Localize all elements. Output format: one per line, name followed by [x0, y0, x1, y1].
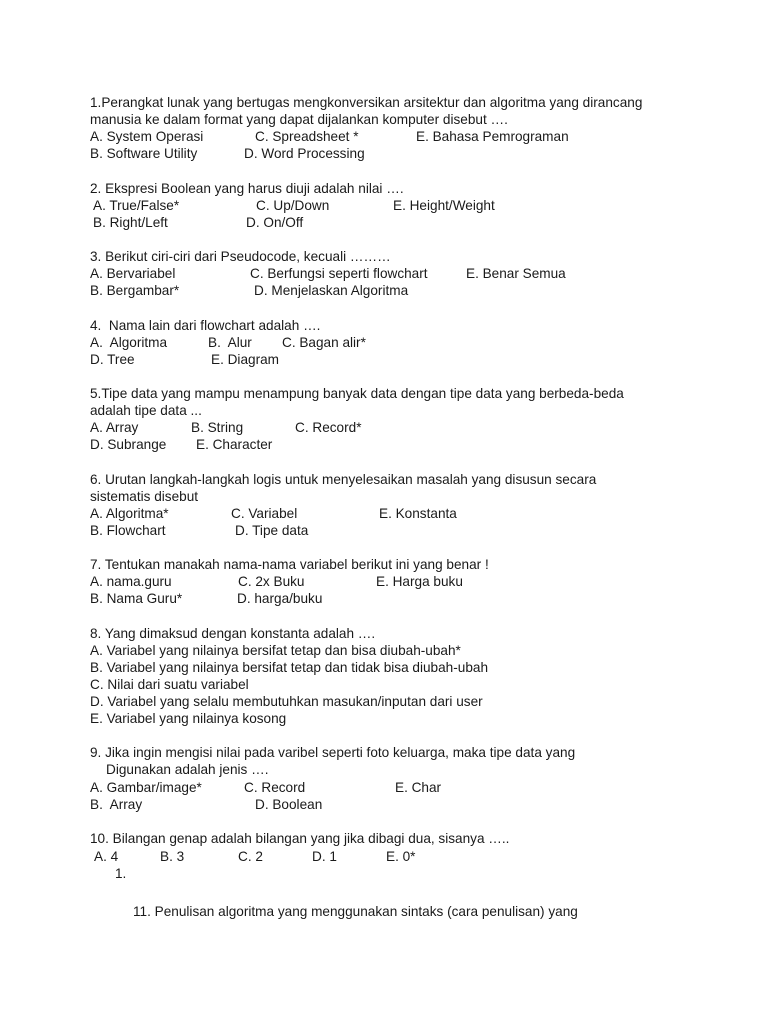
question-7-stem: 7. Tentukan manakah nama-nama variabel berikut ini yang benar ! — [90, 557, 489, 572]
question-1-stem-line-1: 1.Perangkat lunak yang bertugas mengkonversikan arsitektur dan algoritma yang dirancang — [90, 95, 643, 110]
question-5-option-d: D. Subrange — [90, 437, 167, 452]
question-4-option-c: C. Bagan alir* — [282, 335, 366, 350]
question-6-option-a: A. Algoritma* — [90, 506, 169, 521]
question-3-option-b: B. Bergambar* — [90, 283, 180, 298]
question-6-stem-line-1: 6. Urutan langkah-langkah logis untuk menyelesaikan masalah yang disusun secara — [90, 472, 597, 487]
question-9-option-e: E. Char — [395, 780, 442, 795]
question-8-stem: 8. Yang dimaksud dengan konstanta adalah …. — [90, 626, 376, 641]
question-7-option-c: C. 2x Buku — [238, 574, 305, 589]
question-2-stem: 2. Ekspresi Boolean yang harus diuji adalah nilai …. — [90, 181, 404, 196]
question-11-stem: 11. Penulisan algoritma yang menggunakan sintaks (cara penulisan) yang — [133, 904, 578, 919]
question-2-option-a: A. True/False* — [93, 198, 180, 213]
question-2-option-c: C. Up/Down — [256, 198, 330, 213]
question-3-option-d: D. Menjelaskan Algoritma — [254, 283, 409, 298]
question-7-option-e: E. Harga buku — [376, 574, 463, 589]
question-9-option-c: C. Record — [244, 780, 306, 795]
question-9-option-b: B. Array — [90, 797, 143, 812]
question-3-option-e: E. Benar Semua — [466, 266, 566, 281]
question-6-option-c: C. Variabel — [231, 506, 298, 521]
question-6-option-b: B. Flowchart — [90, 523, 166, 538]
question-5-stem-line-2: adalah tipe data ... — [90, 403, 202, 418]
question-9-stem-line-2: Digunakan adalah jenis …. — [106, 762, 269, 777]
question-8-option-c: C. Nilai dari suatu variabel — [90, 677, 249, 692]
question-8-option-d: D. Variabel yang selalu membutuhkan masukan/inputan dari user — [90, 694, 483, 709]
question-6-option-e: E. Konstanta — [379, 506, 457, 521]
question-2-option-b: B. Right/Left — [93, 215, 168, 230]
question-5-option-a: A. Array — [90, 420, 139, 435]
question-8-option-b: B. Variabel yang nilainya bersifat tetap dan tidak bisa diubah-ubah — [90, 660, 489, 675]
question-9-stem-line-1: 9. Jika ingin mengisi nilai pada varibel seperti foto keluarga, maka tipe data yang — [90, 745, 576, 760]
question-10-stem: 10. Bilangan genap adalah bilangan yang jika dibagi dua, sisanya ….. — [90, 831, 510, 846]
question-10-option-e: E. 0* — [386, 849, 416, 864]
question-10-option-d: D. 1 — [312, 849, 337, 864]
question-3-stem: 3. Berikut ciri-ciri dari Pseudocode, kecuali ……… — [90, 249, 391, 264]
question-4-option-a: A. Algoritma — [90, 335, 168, 350]
question-9-option-d: D. Boolean — [255, 797, 323, 812]
question-5-option-c: C. Record* — [295, 420, 362, 435]
question-1-option-a: A. System Operasi — [90, 129, 204, 144]
question-3-option-a: A. Bervariabel — [90, 266, 176, 281]
question-6-option-d: D. Tipe data — [235, 523, 309, 538]
question-4-option-d: D. Tree — [90, 352, 135, 367]
question-8-option-a: A. Variabel yang nilainya bersifat tetap dan bisa diubah-ubah* — [90, 643, 461, 658]
question-3-option-c: C. Berfungsi seperti flowchart — [250, 266, 428, 281]
question-7-option-a: A. nama.guru — [90, 574, 172, 589]
question-8-option-e: E. Variabel yang nilainya kosong — [90, 711, 287, 726]
question-7-option-d: D. harga/buku — [237, 591, 323, 606]
question-5-stem-line-1: 5.Tipe data yang mampu menampung banyak data dengan tipe data yang berbeda-beda — [90, 386, 624, 401]
question-5-option-b: B. String — [191, 420, 244, 435]
question-10-option-b: B. 3 — [160, 849, 185, 864]
question-10-option-c: C. 2 — [238, 849, 263, 864]
question-1-stem-line-2: manusia ke dalam format yang dapat dijalankan komputer disebut …. — [90, 112, 508, 127]
question-1-option-b: B. Software Utility — [90, 146, 198, 161]
question-4-option-e: E. Diagram — [211, 352, 279, 367]
question-10-option-a: A. 4 — [94, 849, 119, 864]
question-6-stem-line-2: sistematis disebut — [90, 489, 199, 504]
question-1-option-c: C. Spreadsheet * — [255, 129, 359, 144]
question-4-option-b: B. Alur — [208, 335, 252, 350]
list-marker: 1. — [115, 866, 127, 881]
question-9-option-a: A. Gambar/image* — [90, 780, 202, 795]
question-1-option-e: E. Bahasa Pemrograman — [416, 129, 569, 144]
question-5-option-e: E. Character — [196, 437, 273, 452]
question-4-stem: 4. Nama lain dari flowchart adalah …. — [90, 318, 321, 333]
question-7-option-b: B. Nama Guru* — [90, 591, 183, 606]
question-2-option-d: D. On/Off — [246, 215, 304, 230]
question-2-option-e: E. Height/Weight — [393, 198, 495, 213]
question-1-option-d: D. Word Processing — [244, 146, 365, 161]
